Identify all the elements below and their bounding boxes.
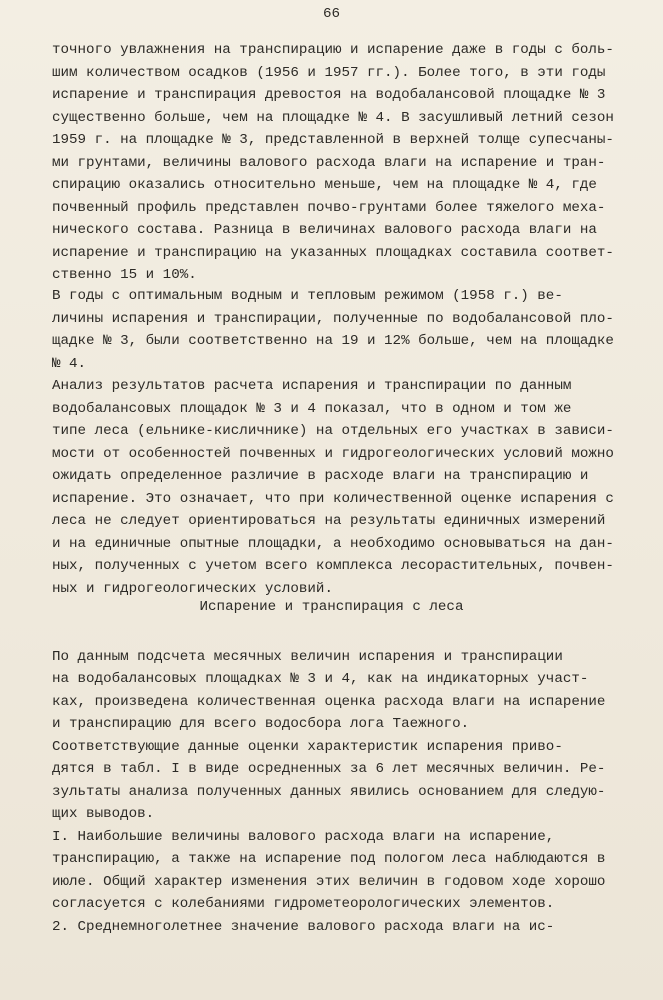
text-line: ственно 15 и 10%. (52, 267, 197, 283)
text-line: В годы с оптимальным водным и тепловым режимом (1958 г.) ве- (52, 288, 563, 304)
text-line: и на единичные опытные площадки, а необходимо основываться на дан- (52, 536, 614, 552)
text-line: щадке № 3, были соответственно на 19 и 12% больше, чем на площадке (52, 333, 614, 349)
text-line: точного увлажнения на транспирацию и испарение даже в годы с боль- (52, 42, 614, 58)
text-line: испарение и транспирацию на указанных площадках составила соответ- (52, 245, 614, 261)
text-line: типе леса (ельнике-кисличнике) на отдельных его участках в зависи- (52, 423, 614, 439)
text-line: испарение. Это означает, что при количественной оценке испарения с (52, 491, 614, 507)
text-line: леса не следует ориентироваться на результаты единичных измерений (52, 513, 606, 529)
text-line: на водобалансовых площадках № 3 и 4, как на индикаторных участ- (52, 671, 589, 687)
text-line: ных, полученных с учетом всего комплекса лесорастительных, почвен- (52, 558, 614, 574)
text-line: ми грунтами, величины валового расхода влаги на испарение и тран- (52, 155, 606, 171)
text-line: № 4. (52, 356, 87, 372)
text-line: дятся в табл. I в виде осредненных за 6 лет месячных величин. Ре- (52, 761, 606, 777)
text-line: июле. Общий характер изменения этих величин в годовом ходе хорошо (52, 874, 606, 890)
text-line: щих выводов. (52, 806, 155, 822)
text-line: ных и гидрогеологических условий. (52, 581, 333, 597)
section-heading: Испарение и транспирация с леса (199, 599, 464, 615)
text-line: ках, произведена количественная оценка расхода влаги на испарение (52, 694, 606, 710)
text-line: Соответствующие данные оценки характеристик испарения приво- (52, 739, 563, 755)
text-line: нического состава. Разница в величинах валового расхода влаги на (52, 222, 597, 238)
text-line: испарение и транспирация древостоя на водобалансовой площадке № 3 (52, 87, 606, 103)
text-line: I. Наибольшие величины валового расхода влаги на испарение, (52, 829, 555, 845)
text-line: ожидать определенное различие в расходе влаги на транспирацию и (52, 468, 589, 484)
text-line: По данным подсчета месячных величин испарения и транспирации (52, 649, 563, 665)
text-line: согласуется с колебаниями гидрометеорологических элементов. (52, 896, 555, 912)
text-line: шим количеством осадков (1956 и 1957 гг.). Более того, в эти годы (52, 65, 606, 81)
text-line: зультаты анализа полученных данных явились основанием для следую- (52, 784, 606, 800)
page-number: 66 (322, 6, 341, 22)
text-line: существенно больше, чем на площадке № 4. В засушливый летний сезон (52, 110, 614, 126)
text-line: транспирацию, а также на испарение под пологом леса наблюдаются в (52, 851, 606, 867)
text-line: 1959 г. на площадке № 3, представленной в верхней толще супесчаны- (52, 132, 614, 148)
text-line: спирацию оказались относительно меньше, чем на площадке № 4, где (52, 177, 597, 193)
text-line: водобалансовых площадок № 3 и 4 показал, что в одном и том же (52, 401, 572, 417)
text-line: и транспирацию для всего водосбора лога Таежного. (52, 716, 470, 732)
text-line: Анализ результатов расчета испарения и транспирации по данным (52, 378, 572, 394)
text-line: личины испарения и транспирации, полученные по водобалансовой пло- (52, 311, 614, 327)
text-line: почвенный профиль представлен почво-грунтами более тяжелого меха- (52, 200, 606, 216)
text-line: мости от особенностей почвенных и гидрогеологических условий можно (52, 446, 614, 462)
text-line: 2. Среднемноголетнее значение валового расхода влаги на ис- (52, 919, 555, 935)
